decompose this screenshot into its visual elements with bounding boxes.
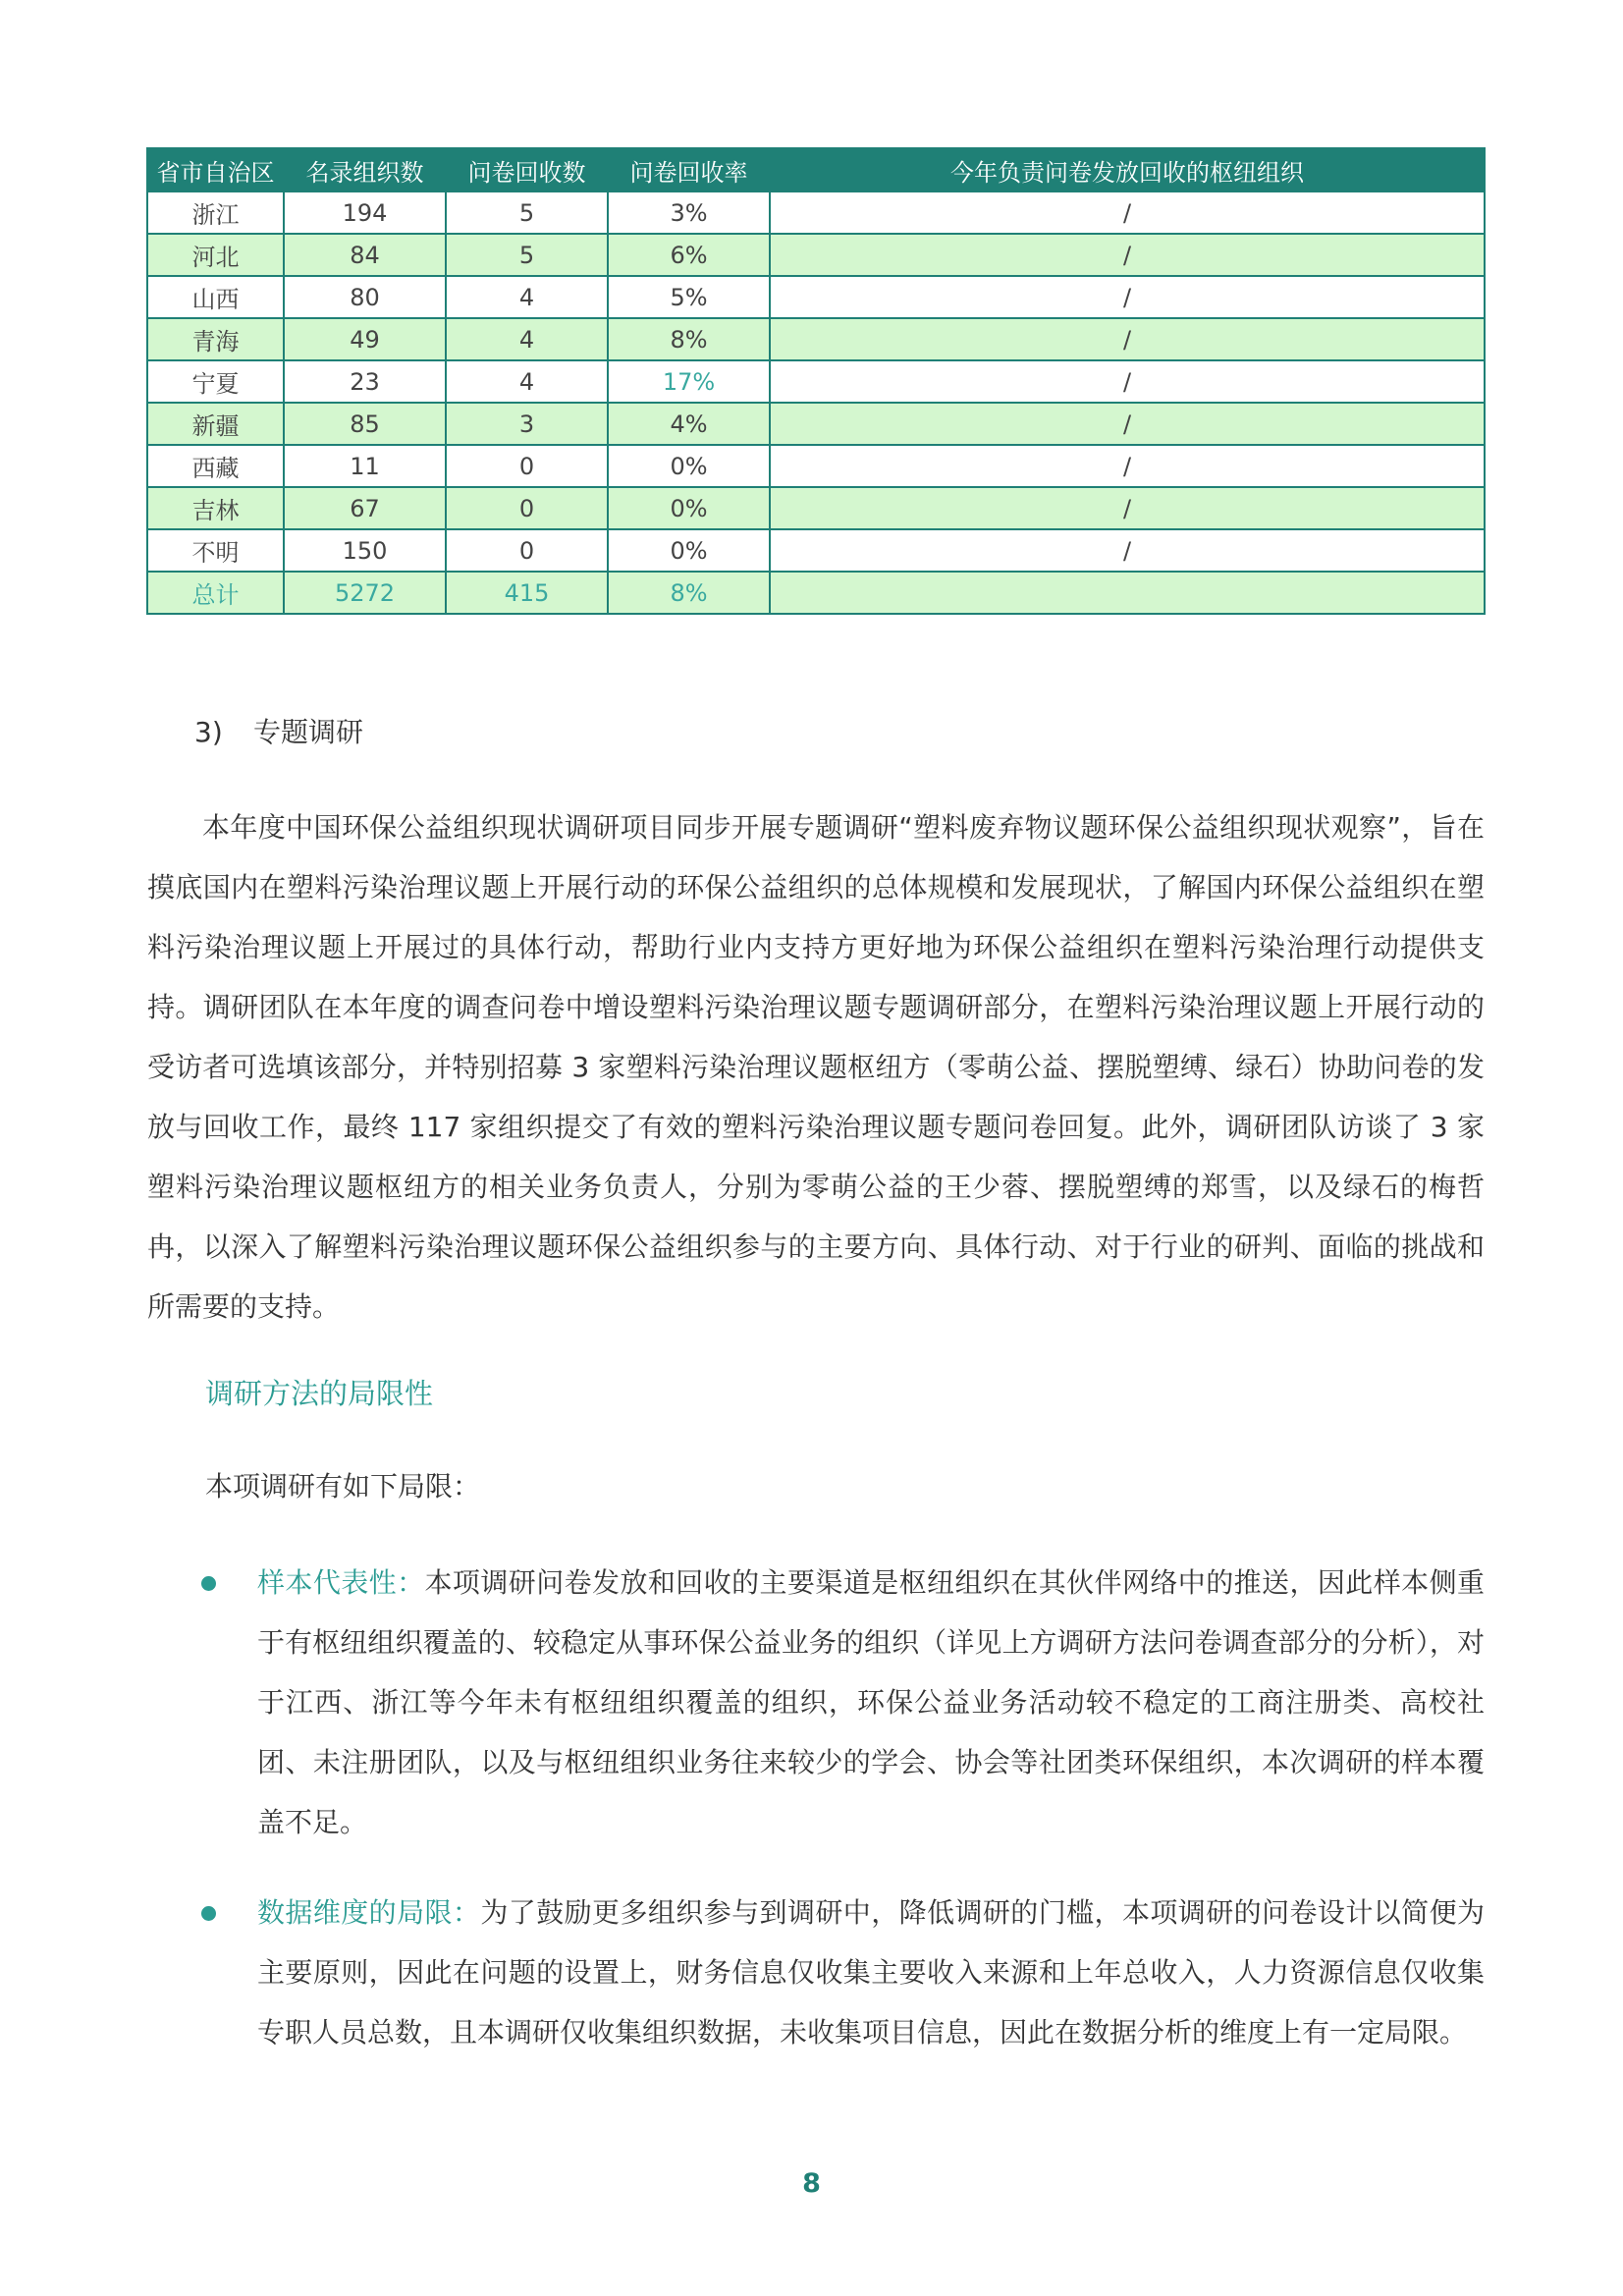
cell-region: 青海: [147, 318, 284, 360]
cell-rate: 8%: [608, 318, 770, 360]
cell-region: 宁夏: [147, 360, 284, 403]
cell-hub: /: [770, 487, 1485, 529]
bullet-dot-icon: [201, 1576, 216, 1591]
region-stats-table: [146, 147, 1486, 615]
limitation-item-data: [257, 1883, 1485, 2062]
cell-returned: 0: [446, 487, 608, 529]
cell-region: 吉林: [147, 487, 284, 529]
cell-orgs: 84: [284, 234, 446, 276]
table-row: [147, 403, 1485, 445]
cell-rate: 0%: [608, 487, 770, 529]
cell-returned: 5: [446, 234, 608, 276]
limitation-term: 样本代表性：: [257, 1566, 425, 1599]
cell-orgs: 150: [284, 529, 446, 572]
cell-returned: 4: [446, 360, 608, 403]
column-header-rate: 问卷回收率: [608, 148, 770, 191]
limitation-text: 为了鼓励更多组织参与到调研中，降低调研的门槛，本项调研的问卷设计以简便为主要原则，因此在问题的设置上，财务信息仅收集主要收入来源和上年总收入，人力资源信息仅收集专职人员总数，且本调研仅收集组织数据，未收集项目信息，因此在数据分析的维度上有一定局限。: [257, 1896, 1485, 2049]
table-row: [147, 234, 1485, 276]
bullet-dot-icon: [201, 1906, 216, 1921]
table-row: [147, 529, 1485, 572]
cell-rate: 3%: [608, 191, 770, 234]
cell-hub: /: [770, 529, 1485, 572]
table-total-row: [147, 572, 1485, 614]
table-row: [147, 318, 1485, 360]
cell-rate: 6%: [608, 234, 770, 276]
table-header-row: [147, 148, 1485, 191]
section-title: 专题调研: [253, 716, 364, 748]
cell-orgs: 67: [284, 487, 446, 529]
cell-hub: /: [770, 445, 1485, 487]
cell-total-returned: 415: [446, 572, 608, 614]
cell-orgs: 49: [284, 318, 446, 360]
cell-region: 不明: [147, 529, 284, 572]
cell-region: 新疆: [147, 403, 284, 445]
cell-orgs: 11: [284, 445, 446, 487]
column-header-returned: 问卷回收数: [446, 148, 608, 191]
section-heading: [194, 711, 363, 750]
cell-rate: 0%: [608, 445, 770, 487]
body-paragraph: 本年度中国环保公益组织现状调研项目同步开展专题调研“塑料废弃物议题环保公益组织现状观察”，旨在摸底国内在塑料污染治理议题上开展行动的环保公益组织的总体规模和发展现状，了解国内环保公益组织在塑料污染治理议题上开展过的具体行动，帮助行业内支持方更好地为环保公益组织在塑料污染治理行动提供支持。调研团队在本年度的调查问卷中增设塑料污染治理议题专题调研部分，在塑料污染治理议题上开展行动的受访者可选填该部分，并特别招募 3 家塑料污染治理议题枢纽方（零萌公益、摆脱塑缚、绿石）协助问卷的发放与回收工作，最终 117 家组织提交了有效的塑料污染治理议题专题问卷回复。此外，调研团队访谈了 3 家塑料污染治理议题枢纽方的相关业务负责人，分别为零萌公益的王少蓉、摆脱塑缚的郑雪，以及绿石的梅哲冉，以深入了解塑料污染治理议题环保公益组织参与的主要方向、具体行动、对于行业的研判、面临的挑战和所需要的支持。: [147, 811, 1485, 1323]
cell-orgs: 80: [284, 276, 446, 318]
cell-rate: 5%: [608, 276, 770, 318]
column-header-region: 省市自治区: [147, 148, 284, 191]
table-row: [147, 191, 1485, 234]
cell-hub: /: [770, 360, 1485, 403]
cell-returned: 4: [446, 318, 608, 360]
cell-hub: /: [770, 191, 1485, 234]
cell-returned: 5: [446, 191, 608, 234]
limitation-term: 数据维度的局限：: [257, 1896, 481, 1929]
table-row: [147, 487, 1485, 529]
section-number: 3): [194, 716, 223, 748]
cell-orgs: 23: [284, 360, 446, 403]
cell-region: 山西: [147, 276, 284, 318]
limitations-heading: 调研方法的局限性: [205, 1377, 434, 1410]
cell-total-rate: 8%: [608, 572, 770, 614]
page-number: 8: [802, 2168, 821, 2199]
cell-orgs: 194: [284, 191, 446, 234]
table-row: [147, 360, 1485, 403]
table-row: [147, 276, 1485, 318]
cell-hub: /: [770, 234, 1485, 276]
limitation-item-sample: [257, 1553, 1485, 1852]
cell-total-hub: [770, 572, 1485, 614]
cell-returned: 0: [446, 529, 608, 572]
cell-orgs: 85: [284, 403, 446, 445]
cell-total-label: 总计: [147, 572, 284, 614]
cell-region: 西藏: [147, 445, 284, 487]
column-header-hub: 今年负责问卷发放回收的枢纽组织: [770, 148, 1485, 191]
cell-rate: 4%: [608, 403, 770, 445]
limitation-text: 本项调研问卷发放和回收的主要渠道是枢纽组织在其伙伴网络中的推送，因此样本侧重于有枢纽组织覆盖的、较稳定从事环保公益业务的组织（详见上方调研方法问卷调查部分的分析），对于江西、浙江等今年未有枢纽组织覆盖的组织，环保公益业务活动较不稳定的工商注册类、高校社团、未注册团队，以及与枢纽组织业务往来较少的学会、协会等社团类环保组织，本次调研的样本覆盖不足。: [257, 1566, 1485, 1838]
cell-total-orgs: 5272: [284, 572, 446, 614]
limitations-intro: 本项调研有如下局限：: [205, 1470, 481, 1503]
cell-returned: 4: [446, 276, 608, 318]
table-row: [147, 445, 1485, 487]
cell-returned: 0: [446, 445, 608, 487]
cell-hub: /: [770, 403, 1485, 445]
cell-rate: 0%: [608, 529, 770, 572]
cell-region: 浙江: [147, 191, 284, 234]
column-header-orgs: 名录组织数: [284, 148, 446, 191]
cell-returned: 3: [446, 403, 608, 445]
cell-region: 河北: [147, 234, 284, 276]
cell-hub: /: [770, 276, 1485, 318]
cell-rate-highlighted: 17%: [608, 360, 770, 403]
cell-hub: /: [770, 318, 1485, 360]
